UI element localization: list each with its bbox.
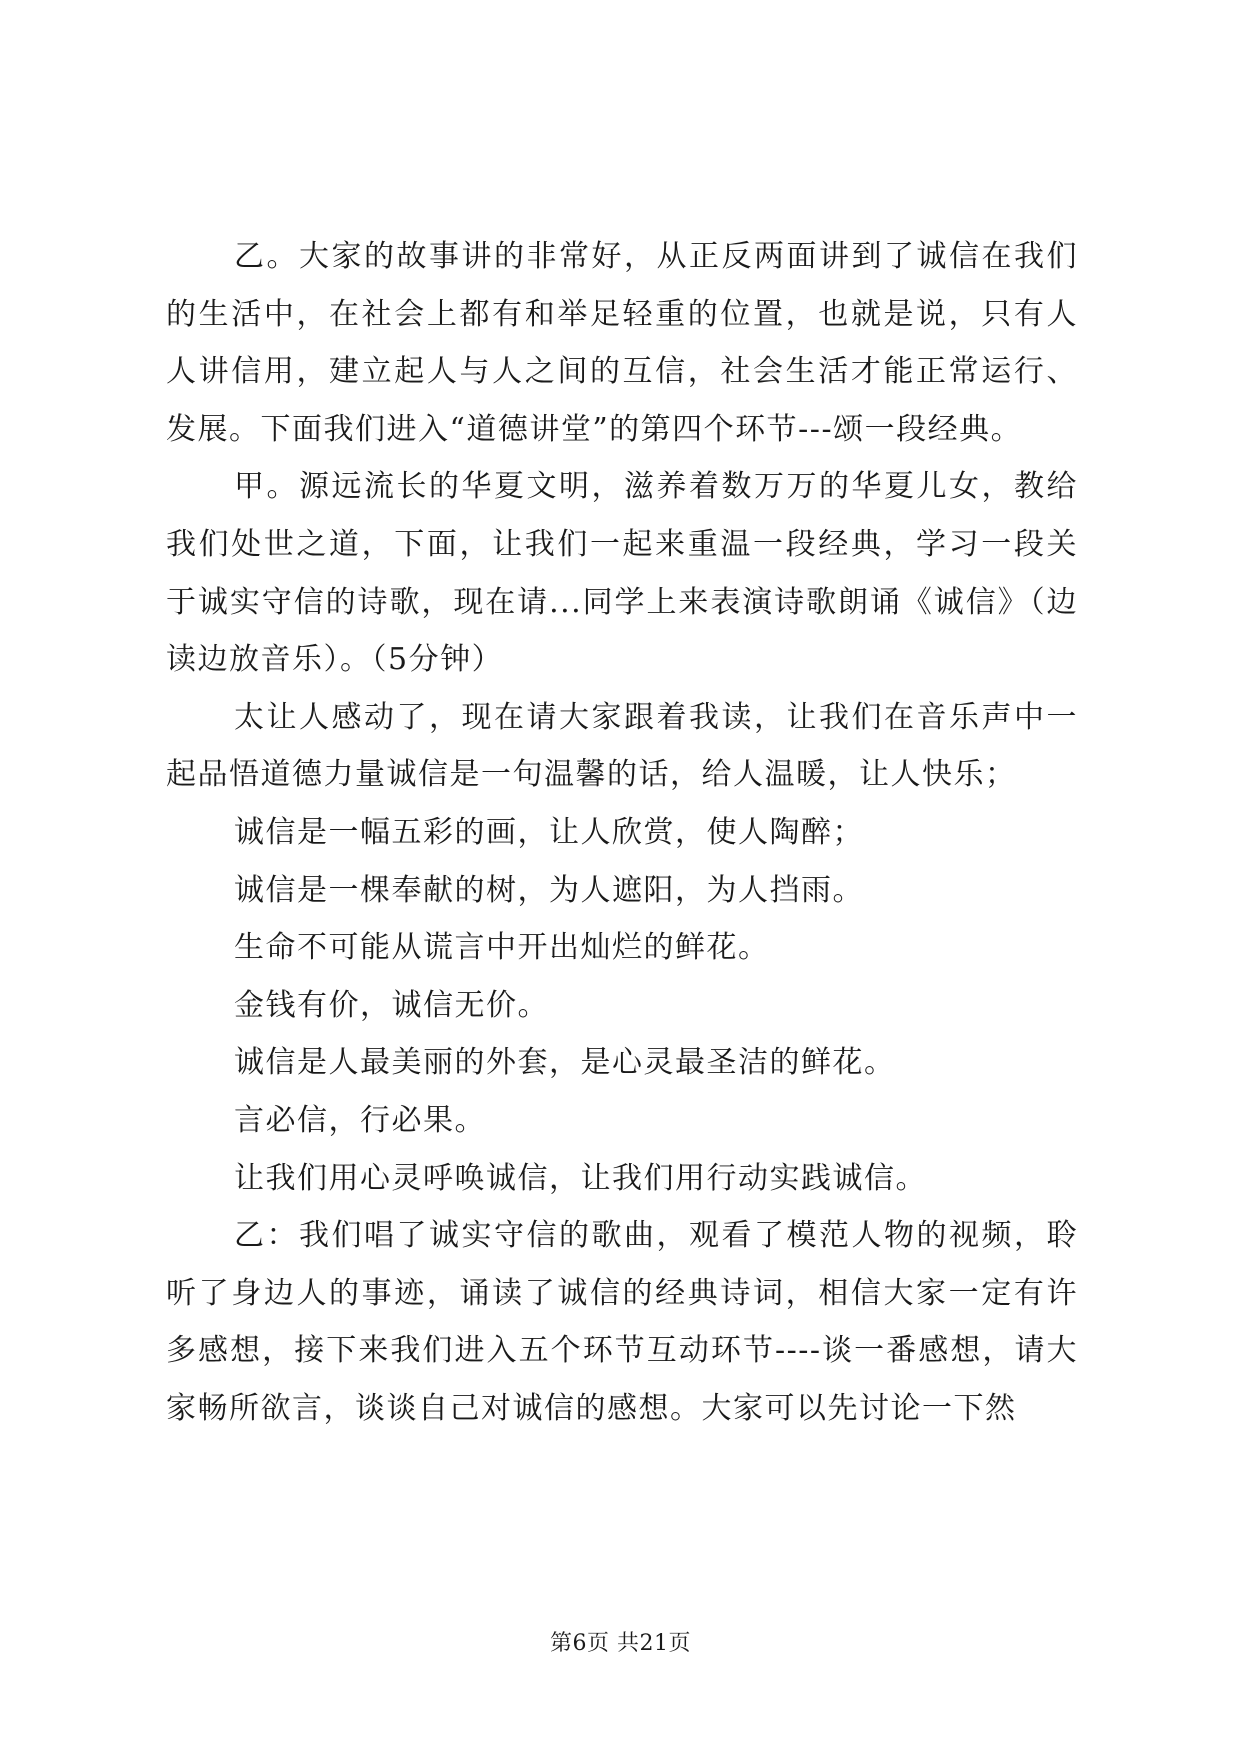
paragraph-4: 诚信是一幅五彩的画，让人欣赏，使人陶醉； [234,814,864,850]
paragraph-6: 生命不可能从谎言中开出灿烂的鲜花。 [234,930,770,966]
paragraph-3: 太让人感动了，现在请大家跟着我读，让我们在音乐声中一起品悟道德力量诚信是一句温馨的话，给人温暖，让人快乐； [166,699,1078,793]
document-body [166,228,1078,1437]
paragraph-10: 让我们用心灵呼唤诚信，让我们用行动实践诚信。 [234,1160,927,1196]
paragraph-1: 乙。大家的故事讲的非常好，从正反两面讲到了诚信在我们的生活中，在社会上都有和举足轻重的位置，也就是说，只有人人讲信用，建立起人与人之间的互信，社会生活才能正常运行、发展。下面我们进入“道德讲堂”的第四个环节---颂一段经典。 [166,239,1078,447]
paragraph-2: 甲。源远流长的华夏文明，滋养着数万万的华夏儿女，教给我们处世之道，下面，让我们一起来重温一段经典，学习一段关于诚实守信的诗歌，现在请...同学上来表演诗歌朗诵《诚信》（边读边放音乐）。（5分钟） [166,469,1078,678]
paragraph-5: 诚信是一棵奉献的树，为人遮阳，为人挡雨。 [234,872,864,908]
page-number-footer: 第6页 共21页 [550,1631,691,1656]
paragraph-11: 乙：我们唱了诚实守信的歌曲，观看了模范人物的视频，聆听了身边人的事迹，诵读了诚信的经典诗词，相信大家一定有许多感想，接下来我们进入五个环节互动环节----谈一番感想，请大家畅所欲言，谈谈自己对诚信的感想。大家可以先讨论一下然 [166,1218,1078,1426]
paragraph-8: 诚信是人最美丽的外套，是心灵最圣洁的鲜花。 [234,1045,896,1081]
paragraph-9: 言必信，行必果。 [234,1102,486,1138]
paragraph-7: 金钱有价，诚信无价。 [234,987,549,1023]
